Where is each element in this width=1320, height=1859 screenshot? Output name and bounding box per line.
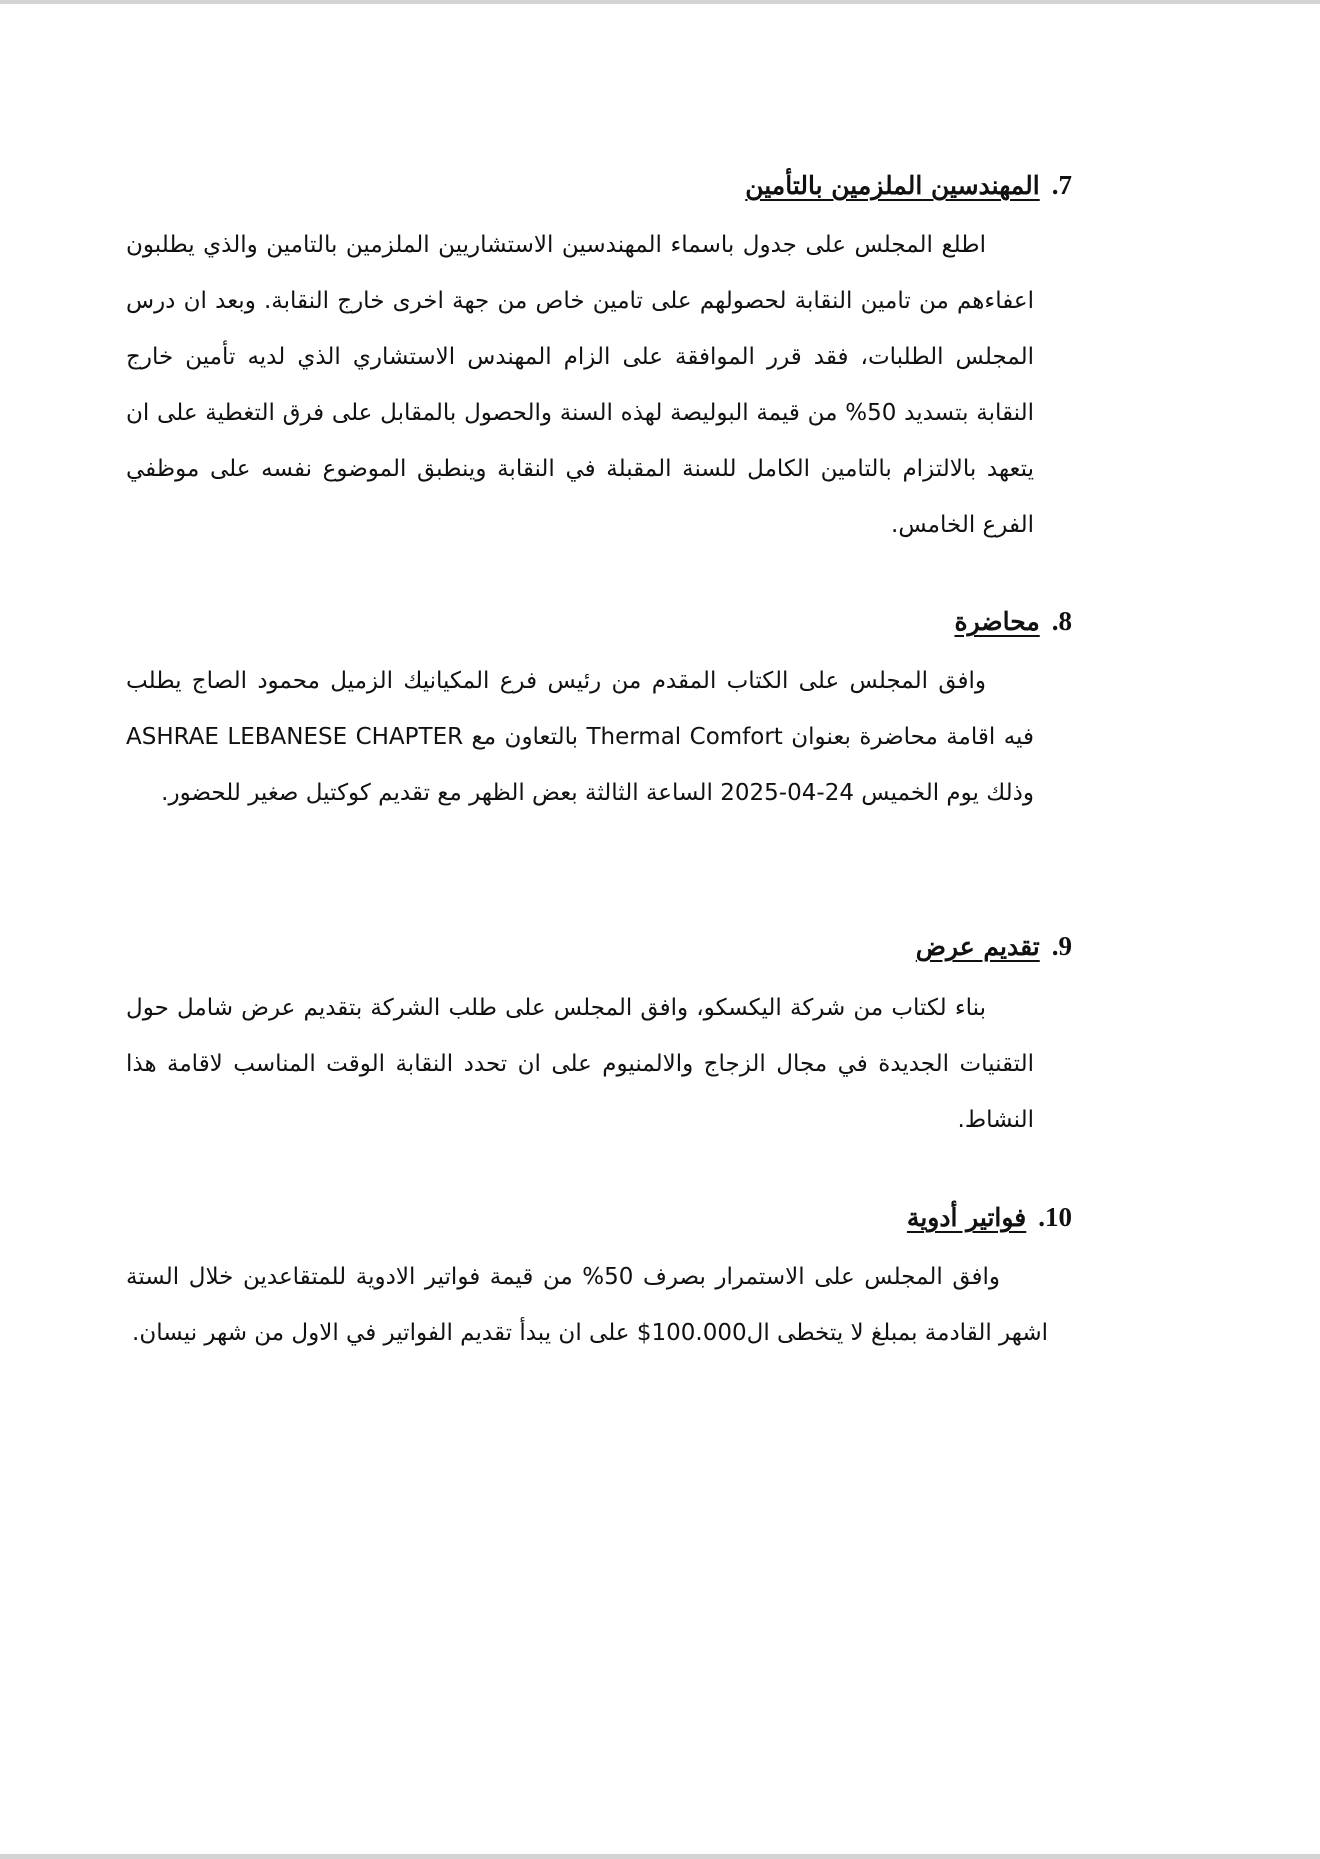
section-8-lecture [126,601,1072,871]
section-9-presentation [126,926,1072,1136]
section-title: فواتير أدوية [906,1203,1027,1232]
section-number: 7. [1051,170,1072,200]
section-7-insured-engineers [126,165,1072,545]
section-heading [745,165,1072,206]
section-title: المهندسين الملزمين بالتأمين [745,171,1040,200]
section-heading [907,1197,1072,1238]
section-body: بناء لكتاب من شركة اليكسكو، وافق المجلس على طلب الشركة بتقديم عرض شامل حول التقنيات الجديدة في مجال الزجاج والالمنيوم على ان تحدد النقابة الوقت المناسب لاقامة هذا النشاط. [126,995,1034,1133]
partner-name-en: ASHRAE LEBANESE CHAPTER [126,724,464,750]
lecture-title-en: Thermal Comfort [586,724,783,750]
body-text-part: وافق المجلس على الكتاب المقدم من رئيس فرع المكيانيك الزميل محمود الصاج يطلب فيه اقامة محاضرة بعنوان [126,668,1034,750]
section-10-medicine-invoices [126,1197,1072,1417]
section-number: 8. [1051,606,1072,636]
body-text-part: بالتعاون مع [471,724,579,750]
section-body [126,653,1034,821]
section-title: محاضرة [954,607,1040,636]
section-heading [954,601,1072,642]
section-title: تقديم عرض [915,932,1040,961]
section-heading [916,926,1072,967]
section-body: اطلع المجلس على جدول باسماء المهندسين الاستشاريين الملزمين بالتامين والذي يطلبون اعفاءهم من تامين النقابة لحصولهم على تامين خاص من جهة اخرى خارج النقابة. وبعد ان درس المجلس الطلبات، فقد قرر الموافقة على الزام المهندس الاستشاري الذي لديه تأمين خارج النقابة بتسديد 50% من قيمة البوليصة لهذه السنة والحصول بالمقابل على فرق التغطية على ان يتعهد بالالتزام بالتامين الكامل للسنة المقبلة في النقابة وينطبق الموضوع نفسه على موظفي الفرع الخامس. [126,232,1034,538]
section-number: 9. [1051,931,1072,961]
section-number: 10. [1038,1202,1072,1232]
body-text-part: وذلك يوم الخميس 24-04-2025 الساعة الثالثة بعض الظهر مع تقديم كوكتيل صغير للحضور. [161,780,1034,806]
page-top-edge [0,0,1320,4]
section-body: وافق المجلس على الاستمرار بصرف 50% من قيمة فواتير الادوية للمتقاعدين خلال الستة اشهر القادمة بمبلغ لا يتخطى ال100.000$ على ان يبدأ تقديم الفواتير في الاول من شهر نيسان. [126,1264,1048,1346]
page-bottom-edge [0,1854,1320,1859]
